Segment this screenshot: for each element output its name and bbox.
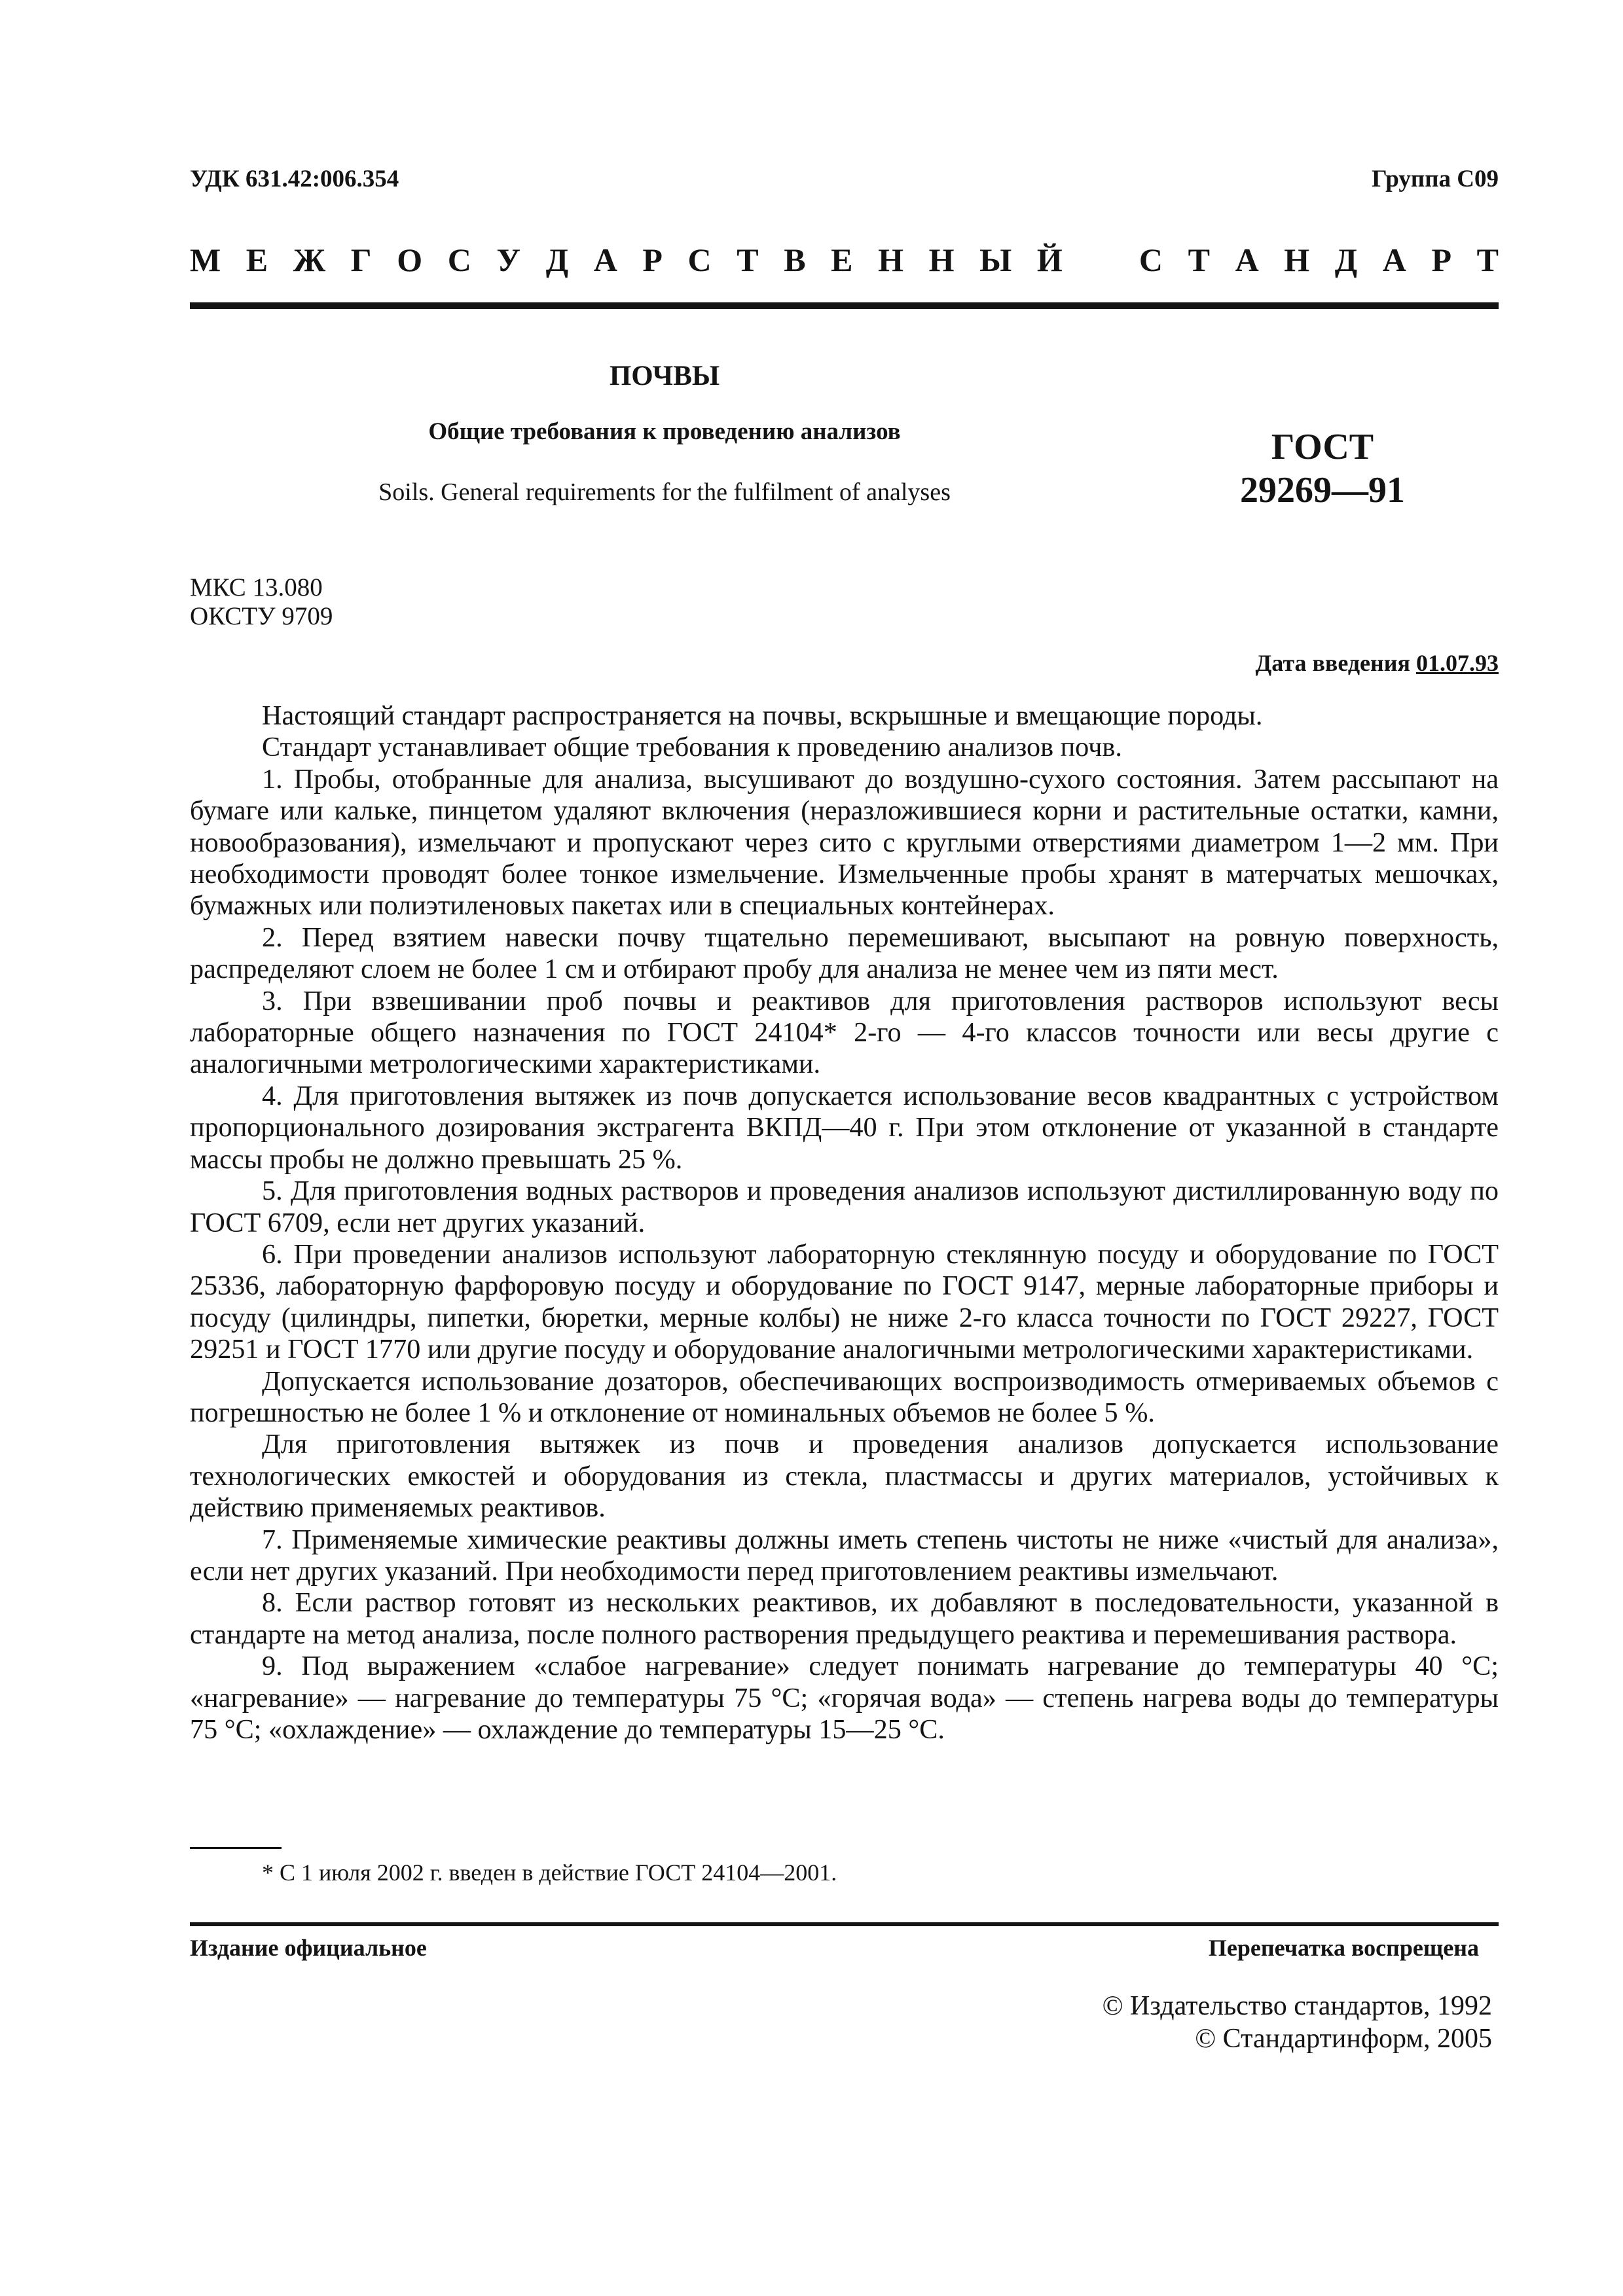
effective-date-value: 01.07.93: [1416, 650, 1499, 676]
udk-code: УДК 631.42:006.354: [190, 166, 399, 192]
banner-letter: Г: [350, 242, 372, 278]
document-body: [190, 700, 1499, 1746]
paragraph: Допускается использование дозаторов, обеспечивающих воспроизводимость отмериваемых объемов с погрешностью не более 1 % и отклонение от номинальных объемов не более 5 %.: [190, 1365, 1499, 1428]
banner-gap: [1087, 241, 1114, 279]
header-divider: [190, 302, 1499, 309]
banner-letter: Й: [1036, 242, 1063, 278]
paragraph: 7. Применяемые химические реактивы должны иметь степень чистоты не ниже «чистый для анализа», если нет других указаний. При необходимости перед приготовлением реактивы измельчают.: [190, 1524, 1499, 1587]
document-subtitle-english: Soils. General requirements for the fulfilment of analyses: [378, 478, 951, 506]
okstu-code: ОКСТУ 9709: [190, 602, 333, 630]
effective-date-label: Дата введения: [1255, 650, 1410, 676]
banner-letter: Е: [831, 242, 853, 278]
banner-letter: Р: [642, 242, 663, 278]
banner-letter: С: [447, 242, 471, 278]
official-edition: Издание официальное: [190, 1935, 427, 1961]
banner-letter: Т: [1188, 242, 1210, 278]
gost-designation: [1198, 425, 1447, 512]
banner-letter: Н: [928, 242, 955, 278]
document-title: ПОЧВЫ: [609, 361, 720, 391]
paragraph: 2. Перед взятием навески почву тщательно перемешивают, высыпают на ровную поверхность, распределяют слоем не более 1 см и отбирают пробу для анализа не менее чем из пяти мест.: [190, 922, 1499, 985]
banner-letter: Ж: [293, 242, 326, 278]
paragraph: 6. При проведении анализов используют лабораторную стеклянную посуду и оборудование по ГОСТ 25336, лабораторную фарфоровую посуду и оборудование по ГОСТ 9147, мерные лабораторные приборы и посуду (цилиндры, пипетки, бюретки, мерные колбы) не ниже 2-го класса точности по ГОСТ 29227, ГОСТ 29251 и ГОСТ 1770 или другие посуду и оборудование аналогичными метрологическими характеристиками.: [190, 1238, 1499, 1365]
paragraph: Стандарт устанавливает общие требования к проведению анализов почв.: [262, 732, 1122, 763]
reprint-notice: Перепечатка воспрещена: [1208, 1935, 1479, 1961]
banner-letter: В: [784, 242, 806, 278]
group-code: Группа С09: [1372, 166, 1499, 192]
paragraph: Настоящий стандарт распространяется на почвы, вскрышные и вмещающие породы.: [262, 700, 1263, 731]
banner-letter: А: [1382, 242, 1406, 278]
banner-letter: Е: [246, 242, 268, 278]
banner-letter: Д: [545, 242, 569, 278]
banner-letter: Ы: [979, 242, 1012, 278]
classification-codes: [190, 573, 333, 631]
banner-letter: У: [496, 242, 521, 278]
footnote: * С 1 июля 2002 г. введен в действие ГОСТ 24104—2001.: [262, 1859, 837, 1886]
copyright-block: [1103, 1990, 1492, 2055]
footer-divider: [190, 1922, 1499, 1926]
banner-letter: С: [687, 242, 712, 278]
paragraph: 9. Под выражением «слабое нагревание» следует понимать нагревание до температуры 40 °С; «нагревание» — нагревание до температуры 75 °С; «горячая вода» — степень нагрева воды до температуры 75 °С; «охлаждение» — охлаждение до температуры 15—25 °С.: [190, 1651, 1499, 1745]
banner-letter: А: [593, 242, 617, 278]
banner-letter: Р: [1431, 242, 1452, 278]
gost-number: 29269—91: [1240, 470, 1405, 511]
banner-letter: Д: [1334, 242, 1358, 278]
standard-banner: [190, 241, 1499, 279]
footnote-divider: [190, 1847, 282, 1849]
paragraph: 3. При взвешивании проб почвы и реактивов для приготовления растворов используют весы лабораторные общего назначения по ГОСТ 24104* 2-го — 4-го классов точности или весы другие с аналогичными метрологическими характеристиками.: [190, 985, 1499, 1080]
paragraph: 4. Для приготовления вытяжек из почв допускается использование весов квадрантных с устройством пропорционального дозирования экстрагента ВКПД—40 г. При этом отклонение от указанной в стандарте массы пробы не должно превышать 25 %.: [190, 1080, 1499, 1175]
banner-letter: Н: [878, 242, 904, 278]
banner-letter: Т: [1476, 242, 1499, 278]
paragraph: 5. Для приготовления водных растворов и проведения анализов используют дистиллированную воду по ГОСТ 6709, если нет других указаний.: [190, 1175, 1499, 1238]
paragraph: Для приготовления вытяжек из почв и проведения анализов допускается использование технологических емкостей и оборудования из стекла, пластмассы и других материалов, устойчивых к действию применяемых реактивов.: [190, 1429, 1499, 1524]
gost-label: ГОСТ: [1271, 427, 1374, 467]
copyright-line: © Стандартинформ, 2005: [1195, 2024, 1492, 2054]
banner-letter: А: [1235, 242, 1259, 278]
document-subtitle: Общие требования к проведению анализов: [428, 418, 901, 445]
mks-code: МКС 13.080: [190, 573, 323, 601]
banner-letter: С: [1139, 242, 1163, 278]
paragraph: 1. Пробы, отобранные для анализа, высушивают до воздушно-сухого состояния. Затем рассыпают на бумаге или кальке, пинцетом удаляют включения (неразложившиеся корни и растительные остатки, камни, новообразования), измельчают и пропускают через сито с круглыми отверстиями диаметром 1—2 мм. При необходимости проводят более тонкое измельчение. Измельченные пробы хранят в матерчатых мешочках, бумажных или полиэтиленовых пакетах или в специальных контейнерах.: [190, 763, 1499, 922]
banner-letter: Н: [1284, 242, 1310, 278]
copyright-line: © Издательство стандартов, 1992: [1102, 1991, 1492, 2021]
paragraph: 8. Если раствор готовят из нескольких реактивов, их добавляют в последовательности, указанной в стандарте на метод анализа, после полного растворения предыдущего реактива и перемешивания раствора.: [190, 1587, 1499, 1650]
effective-date: [1256, 649, 1499, 677]
banner-letter: Т: [737, 242, 759, 278]
banner-letter: М: [190, 242, 221, 278]
banner-letter: О: [397, 242, 423, 278]
